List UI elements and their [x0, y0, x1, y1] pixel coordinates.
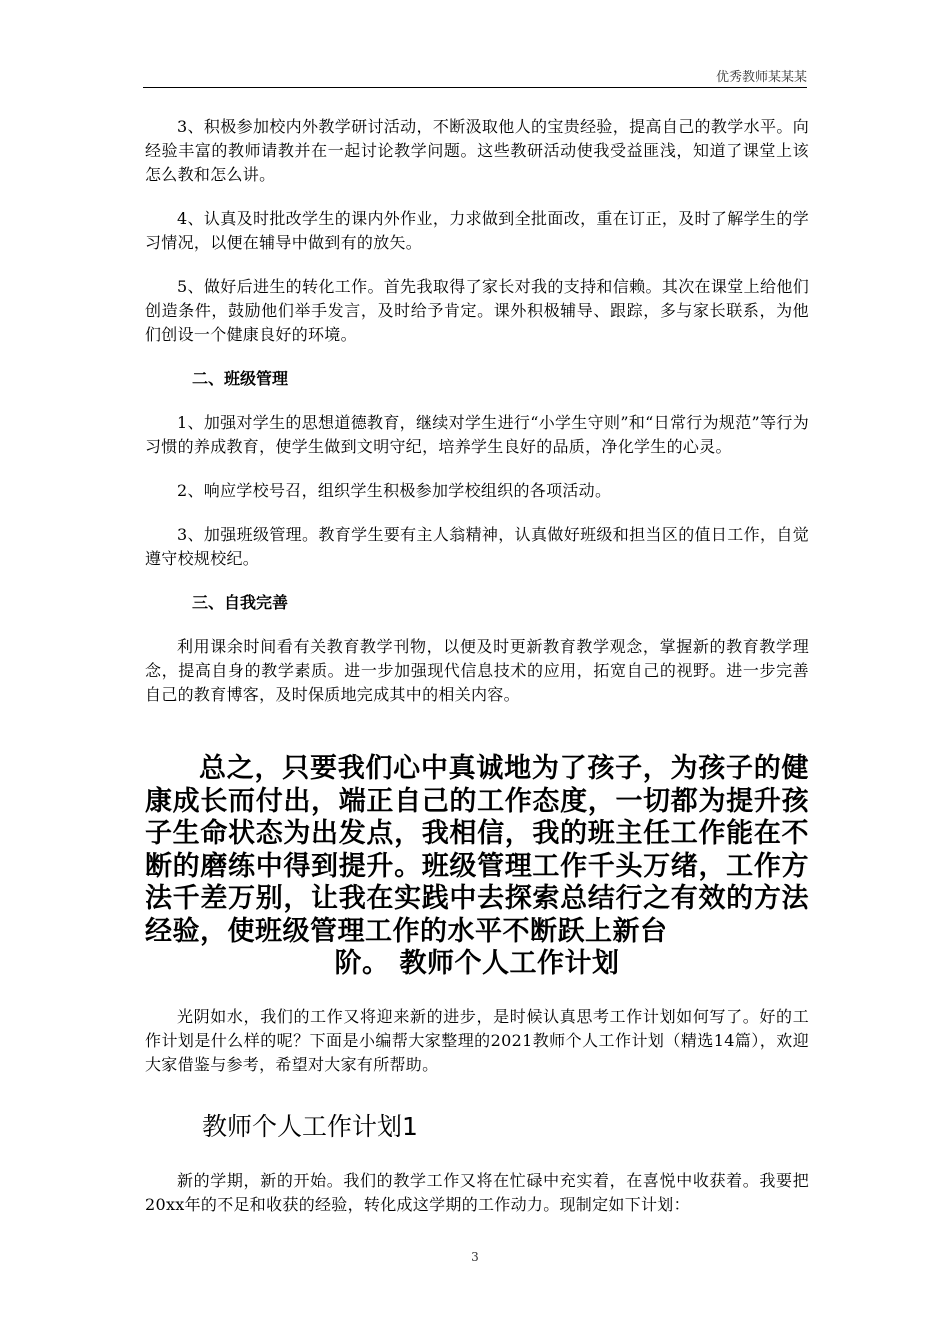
summary-paragraph — [145, 753, 809, 981]
paragraph-school-activities: 2、响应学校号召，组织学生积极参加学校组织的各项活动。 — [177, 481, 612, 500]
summary-main-text: 总之，只要我们心中真诚地为了孩子，为孩子的健康成长而付出，端正自己的工作态度，一切都为提升孩子生命状态为出发点，我相信，我的班主任工作能在不断的磨练中得到提升。班级管理工作千头万绪，工作方法千差万别，让我在实践中去探索总结行之有效的方法经验，使班级管理工作的水平不断跃上新台 — [145, 753, 809, 947]
header-rule — [143, 87, 807, 88]
plan-heading: 教师个人工作计划1 — [202, 1111, 418, 1141]
page-number: 3 — [471, 1250, 479, 1264]
paragraph-moral-education: 1、加强对学生的思想道德教育，继续对学生进行“小学生守则”和“日常行为规范”等行为习惯的养成教育，使学生做到文明守纪，培养学生良好的品质，净化学生的心灵。 — [145, 413, 809, 456]
page-body — [145, 115, 809, 1217]
paragraph-new-semester: 新的学期，新的开始。我们的教学工作又将在忙碌中充实着，在喜悦中收获着。我要把20xx年的不足和收获的经验，转化成这学期的工作动力。现制定如下计划： — [145, 1170, 809, 1214]
paragraph-self-improvement: 利用课余时间看有关教育教学刊物，以便及时更新教育教学观念，掌握新的教育教学理念，提高自身的教学素质。进一步加强现代信息技术的应用，拓宽自己的视野。进一步完善自己的教育博客，及时保质地完成其中的相关内容。 — [145, 637, 809, 704]
paragraph-homework: 4、认真及时批改学生的课内外作业，力求做到全批面改，重在订正，及时了解学生的学习情况，以便在辅导中做到有的放矢。 — [145, 209, 809, 252]
section-heading-self-improvement: 三、自我完善 — [192, 593, 289, 612]
summary-tail-line: 阶。 教师个人工作计划 — [334, 948, 620, 979]
paragraph-class-duties: 3、加强班级管理。教育学生要有主人翁精神，认真做好班级和担当区的值日工作，自觉遵守校规校纪。 — [145, 525, 809, 568]
paragraph-struggling-students: 5、做好后进生的转化工作。首先我取得了家长对我的支持和信赖。其次在课堂上给他们创造条件，鼓励他们举手发言，及时给予肯定。课外积极辅导、跟踪，多与家长联系，为他们创设一个健康良好的环境。 — [145, 277, 809, 344]
page-header: 优秀教师某某某 — [715, 70, 807, 85]
paragraph-intro: 光阴如水，我们的工作又将迎来新的进步，是时候认真思考工作计划如何写了。好的工作计划是什么样的呢？下面是小编帮大家整理的2021教师个人工作计划（精选14篇），欢迎大家借鉴与参考，希望对大家有所帮助。 — [145, 1006, 809, 1074]
section-heading-class-management: 二、班级管理 — [192, 369, 289, 388]
paragraph-research: 3、积极参加校内外教学研讨活动，不断汲取他人的宝贵经验，提高自己的教学水平。向经验丰富的教师请教并在一起讨论教学问题。这些教研活动使我受益匪浅，知道了课堂上该怎么教和怎么讲。 — [145, 117, 809, 184]
